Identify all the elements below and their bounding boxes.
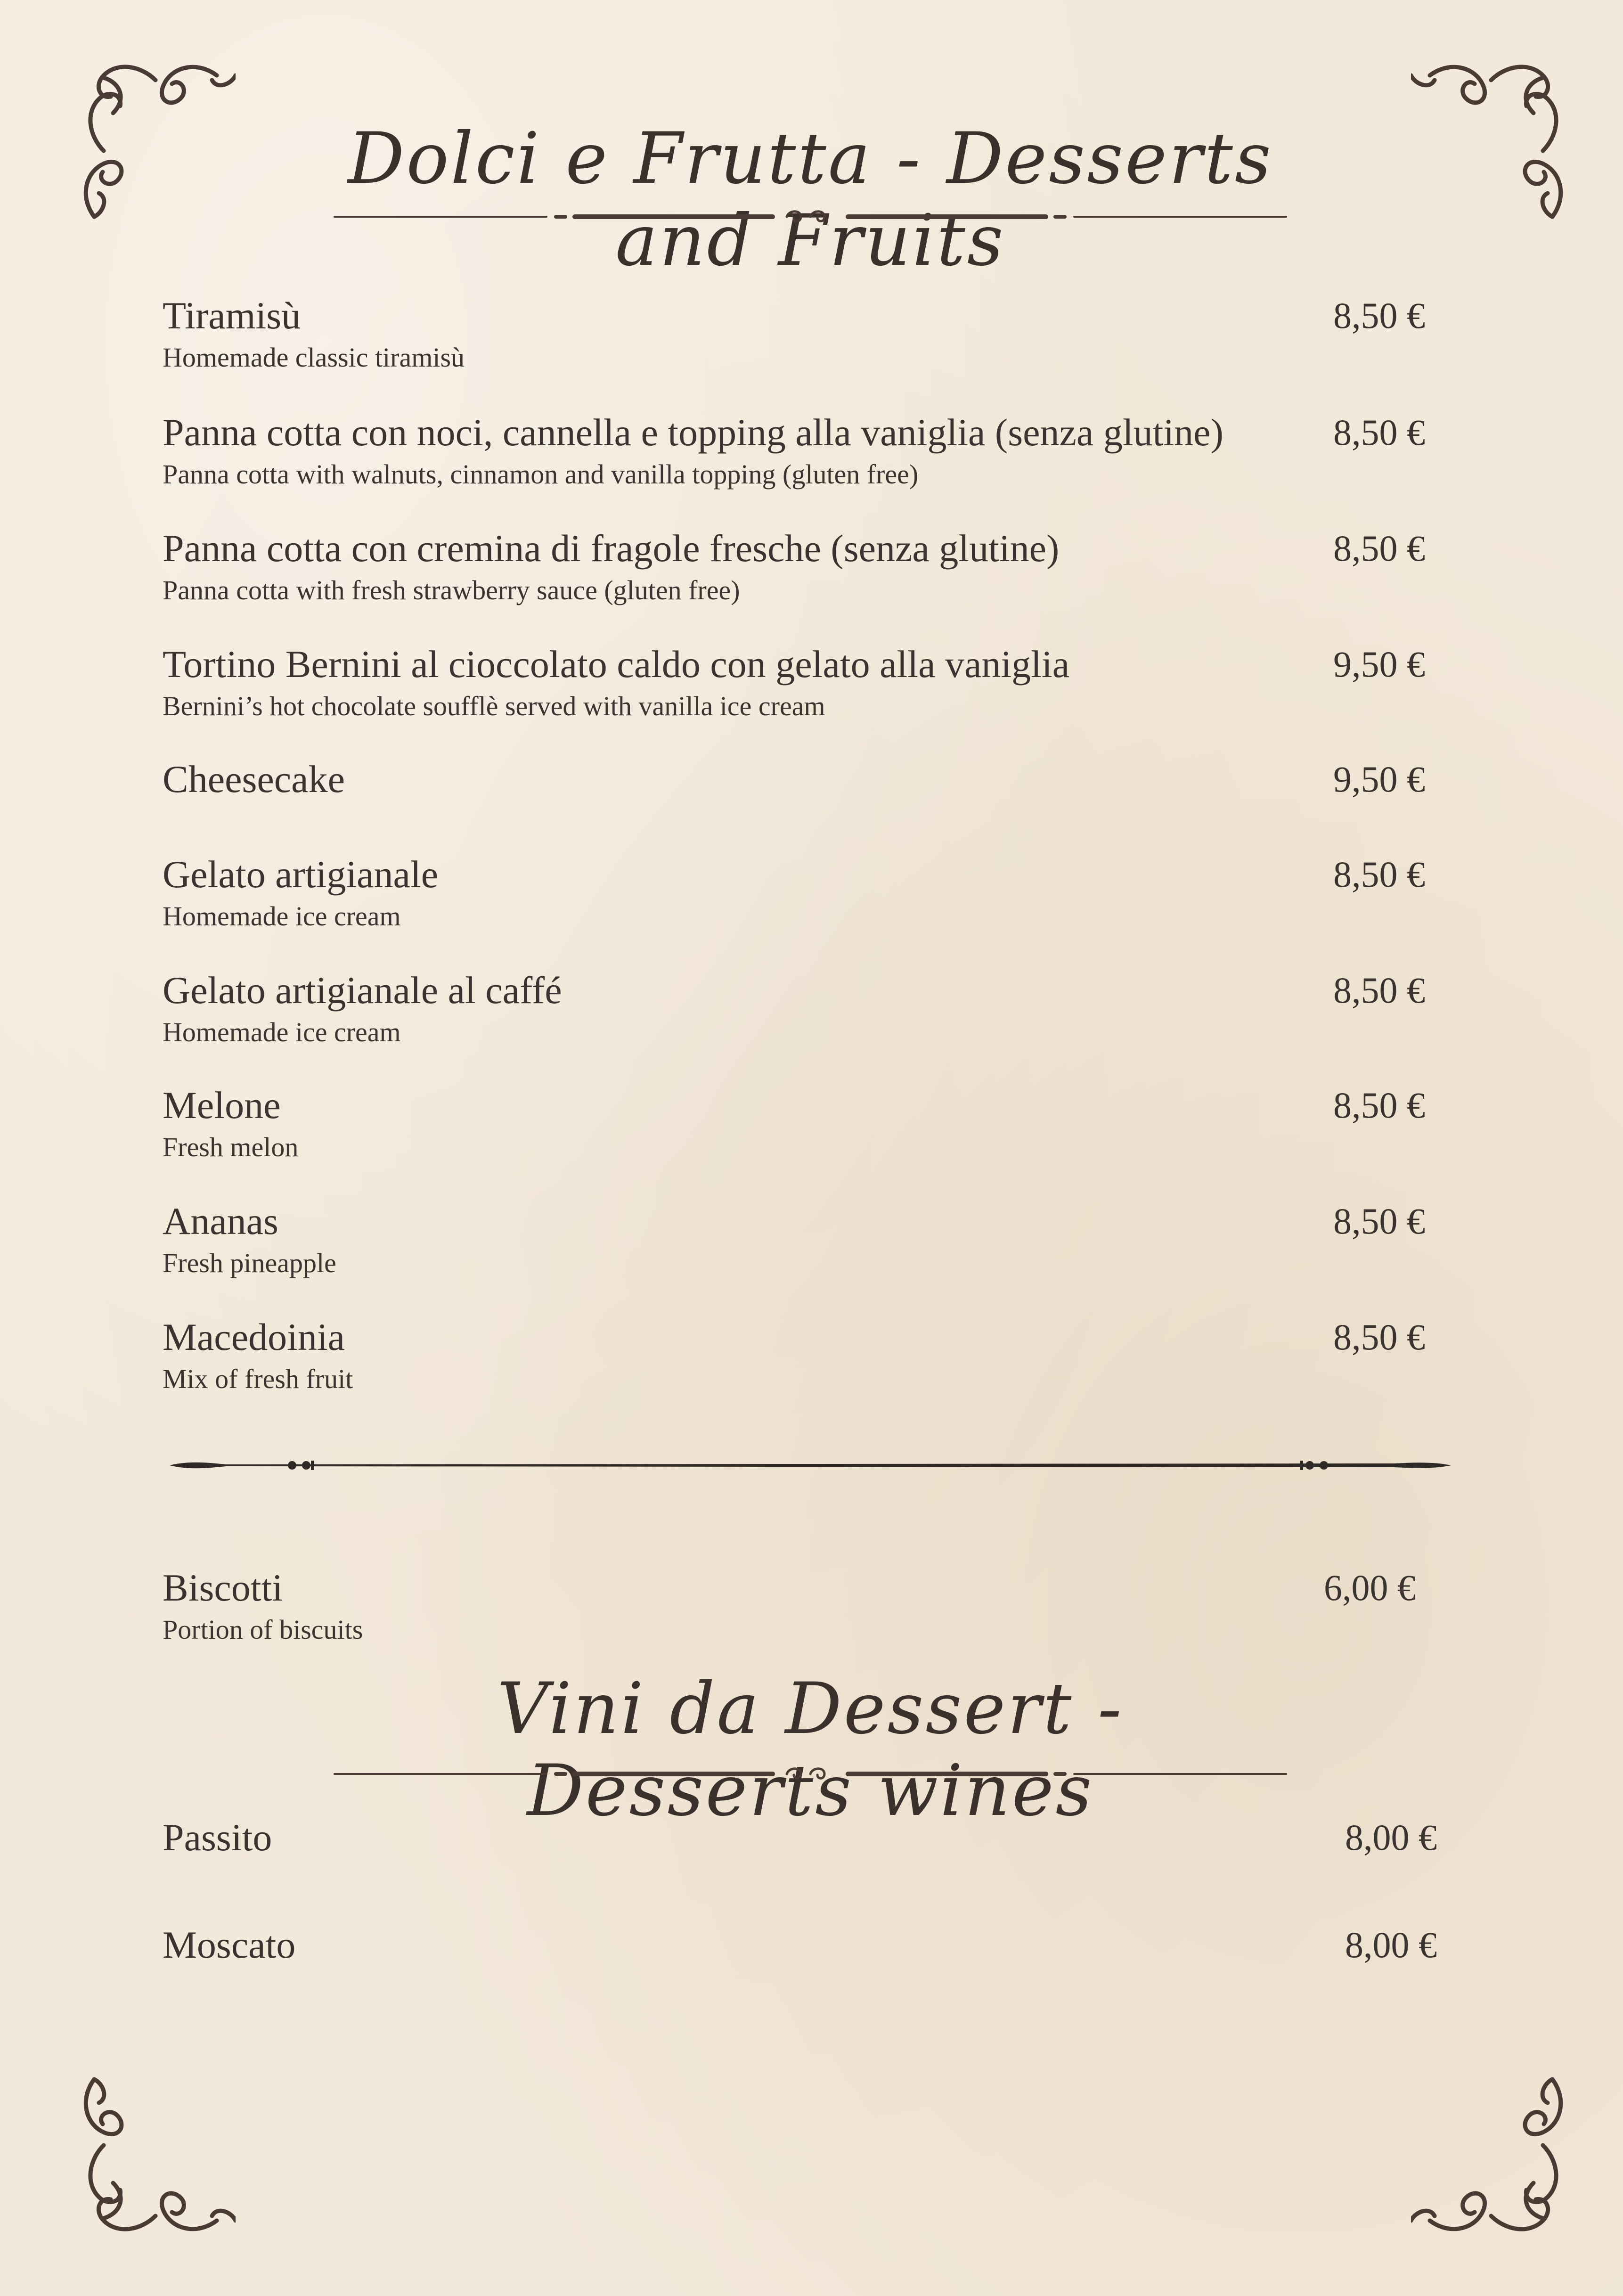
menu-item bbox=[163, 525, 1468, 609]
item-description: Panna cotta with fresh strawberry sauce (gluten free) bbox=[163, 575, 740, 605]
item-price: 8,50 € bbox=[1333, 970, 1425, 1011]
menu-item bbox=[163, 1921, 1468, 1969]
item-price: 6,00 € bbox=[1324, 1567, 1416, 1608]
item-price: 9,50 € bbox=[1333, 644, 1425, 685]
item-price: 8,50 € bbox=[1333, 1201, 1425, 1242]
item-name: Macedoinia bbox=[163, 1316, 345, 1358]
item-description: Fresh melon bbox=[163, 1132, 299, 1162]
title-underline-ornament bbox=[330, 1760, 1291, 1788]
menu-item bbox=[163, 1082, 1468, 1166]
title-underline-ornament bbox=[330, 203, 1291, 231]
section-divider-ornament bbox=[170, 1451, 1451, 1479]
item-name: Panna cotta con cremina di fragole fresche (senza glutine) bbox=[163, 527, 1060, 570]
menu-item bbox=[163, 851, 1468, 935]
item-price: 9,50 € bbox=[1333, 759, 1425, 800]
menu-item bbox=[163, 967, 1468, 1051]
section-title-dessert-wines: Vini da Dessert - Desserts wines bbox=[497, 1668, 1124, 1832]
item-price: 8,00 € bbox=[1345, 1924, 1437, 1965]
item-description: Homemade ice cream bbox=[163, 1017, 401, 1047]
item-name: Biscotti bbox=[163, 1566, 283, 1609]
item-price: 8,50 € bbox=[1333, 1316, 1425, 1357]
item-name: Passito bbox=[163, 1816, 272, 1859]
item-price: 8,50 € bbox=[1333, 412, 1425, 453]
item-name: Tortino Bernini al cioccolato caldo con gelato alla vaniglia bbox=[163, 643, 1070, 686]
item-description: Homemade classic tiramisù bbox=[163, 342, 465, 373]
item-name: Tiramisù bbox=[163, 294, 301, 337]
item-description: Mix of fresh fruit bbox=[163, 1364, 353, 1394]
menu-item bbox=[163, 292, 1468, 376]
corner-flourish-icon bbox=[75, 57, 236, 226]
item-price: 8,50 € bbox=[1333, 528, 1425, 569]
corner-flourish-icon bbox=[1411, 57, 1571, 226]
item-description: Fresh pineapple bbox=[163, 1248, 336, 1278]
item-name: Gelato artigianale bbox=[163, 853, 439, 896]
item-price: 8,50 € bbox=[1333, 854, 1425, 895]
menu-item bbox=[163, 1564, 1468, 1648]
item-name: Melone bbox=[163, 1084, 281, 1127]
section-title-desserts: Dolci e Frutta - Desserts and Fruits bbox=[348, 118, 1273, 282]
item-name: Ananas bbox=[163, 1200, 278, 1242]
corner-flourish-icon bbox=[1411, 2070, 1571, 2239]
item-description: Panna cotta with walnuts, cinnamon and vanilla topping (gluten free) bbox=[163, 459, 919, 490]
corner-flourish-icon bbox=[75, 2070, 236, 2239]
menu-item bbox=[163, 1198, 1468, 1282]
item-name: Moscato bbox=[163, 1923, 296, 1966]
item-name: Gelato artigianale al caffé bbox=[163, 969, 562, 1012]
menu-item bbox=[163, 409, 1468, 493]
item-description: Bernini’s hot chocolate soufflè served with vanilla ice cream bbox=[163, 691, 825, 721]
item-price: 8,50 € bbox=[1333, 1085, 1425, 1126]
item-description: Homemade ice cream bbox=[163, 901, 401, 931]
menu-item bbox=[163, 1814, 1468, 1861]
item-description: Portion of biscuits bbox=[163, 1614, 363, 1645]
item-name: Cheesecake bbox=[163, 758, 345, 801]
item-price: 8,50 € bbox=[1333, 295, 1425, 336]
item-price: 8,00 € bbox=[1345, 1817, 1437, 1858]
menu-item bbox=[163, 641, 1468, 725]
menu-item bbox=[163, 756, 1468, 803]
item-name: Panna cotta con noci, cannella e topping alla vaniglia (senza glutine) bbox=[163, 411, 1223, 454]
menu-item bbox=[163, 1314, 1468, 1397]
